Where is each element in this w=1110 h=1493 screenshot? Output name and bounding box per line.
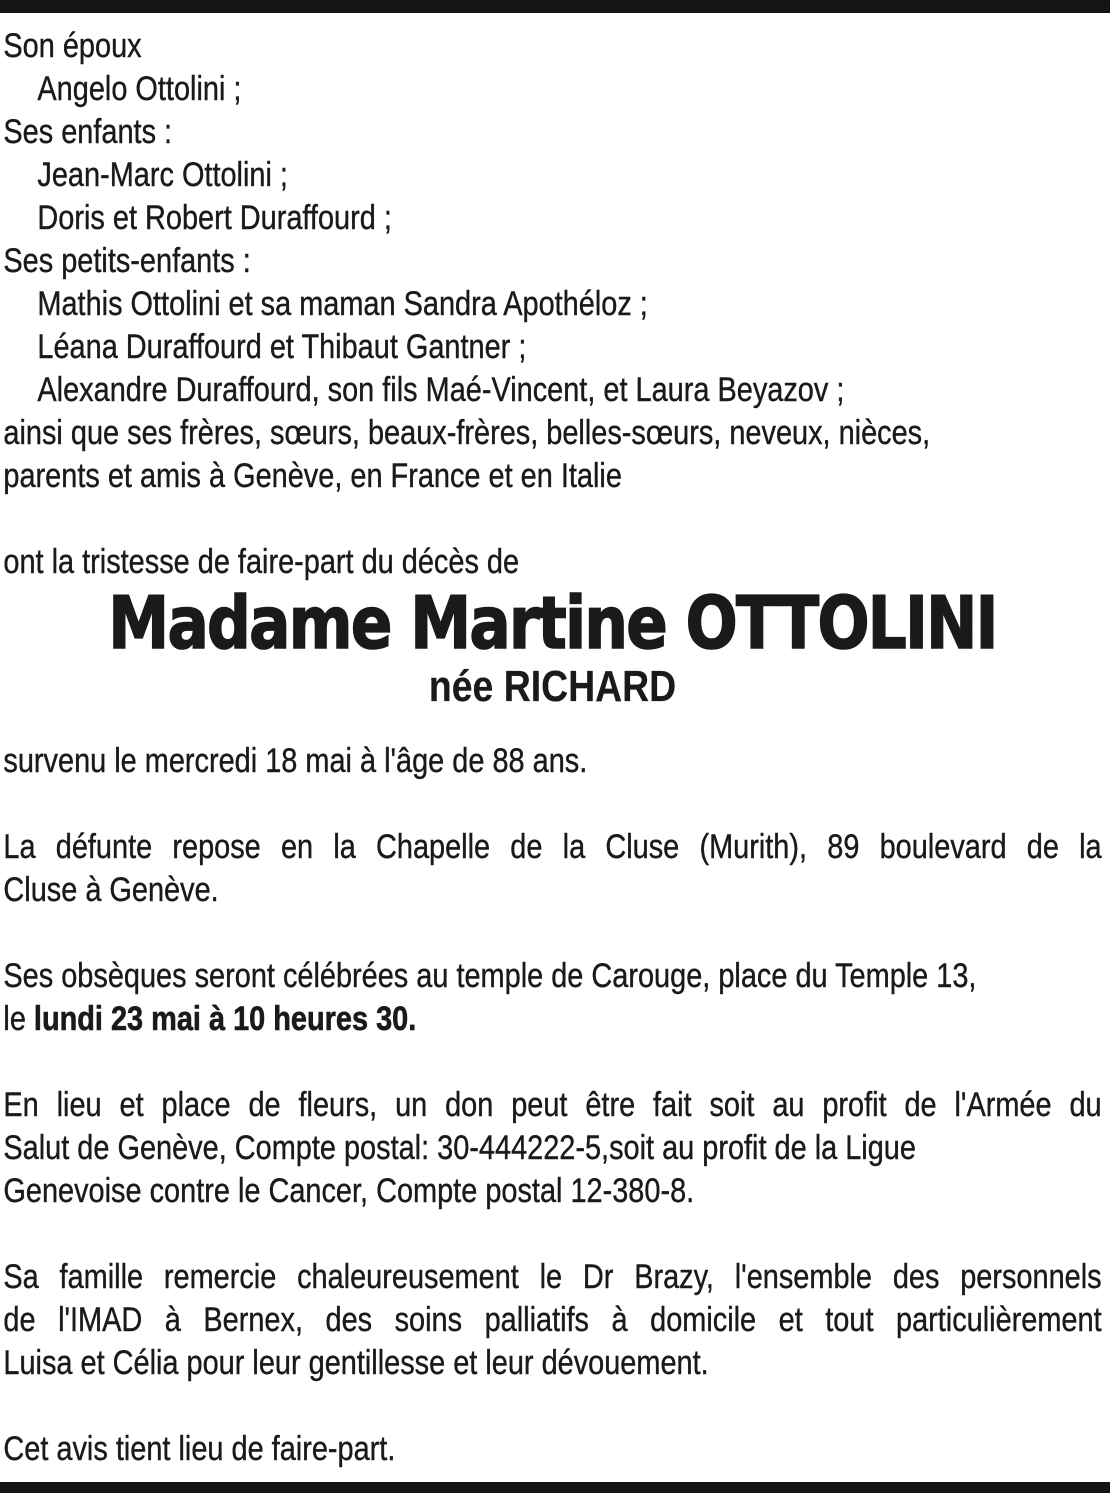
thanks-line: Sa famille remercie chaleureusement le Dr Brazy, l'ensemble des personnels	[3, 1258, 1102, 1296]
family-line: Doris et Robert Duraffourd ;	[37, 199, 392, 237]
family-line: Mathis Ottolini et sa maman Sandra Apothéloz ;	[37, 285, 648, 323]
funeral-line	[3, 998, 1101, 1041]
closing-line	[3, 1428, 1101, 1471]
repose-line: La défunte repose en la Chapelle de la Cluse (Murith), 89 boulevard de la	[3, 828, 1102, 866]
death-date-line: survenu le mercredi 18 mai à l'âge de 88 ans.	[3, 742, 588, 780]
donation-line: Genevoise contre le Cancer, Compte postal 12-380-8.	[3, 1172, 695, 1210]
announcement-line: ont la tristesse de faire-part du décès de	[3, 543, 520, 581]
notice-body	[0, 13, 1110, 1471]
family-line: parents et amis à Genève, en France et en Italie	[3, 457, 622, 495]
thanks-line: de l'IMAD à Bernex, des soins palliatifs à domicile et tout particulièrement	[3, 1301, 1102, 1339]
family-line: Son époux	[3, 27, 142, 65]
bottom-border-rule	[0, 1482, 1110, 1493]
family-list	[3, 25, 1101, 498]
funeral-line-prefix: le	[3, 1000, 34, 1038]
family-line: ainsi que ses frères, sœurs, beaux-frères, belles-sœurs, neveux, nièces,	[3, 414, 931, 452]
family-line: Jean-Marc Ottolini ;	[37, 156, 288, 194]
thanks-paragraph	[3, 1256, 1101, 1385]
funeral-datetime-bold: lundi 23 mai à 10 heures 30.	[33, 1000, 417, 1038]
deceased-name: Madame Martine OTTOLINI	[108, 581, 997, 665]
family-line: Ses petits-enfants :	[3, 242, 251, 280]
funeral-paragraph	[3, 955, 1101, 1041]
top-border-rule	[0, 0, 1110, 13]
maiden-name: née RICHARD	[428, 662, 677, 711]
closing-line-text: Cet avis tient lieu de faire-part.	[3, 1430, 396, 1468]
repose-line: Cluse à Genève.	[3, 871, 219, 909]
family-line: Angelo Ottolini ;	[37, 70, 242, 108]
family-line: Ses enfants :	[3, 113, 173, 151]
family-line: Léana Duraffourd et Thibaut Gantner ;	[37, 328, 527, 366]
funeral-line: Ses obsèques seront célébrées au temple de Carouge, place du Temple 13,	[3, 957, 977, 995]
family-line: Alexandre Duraffourd, son fils Maé-Vincent, et Laura Beyazov ;	[37, 371, 845, 409]
repose-paragraph	[3, 826, 1101, 912]
donation-line: En lieu et place de fleurs, un don peut être fait soit au profit de l'Armée du	[3, 1086, 1102, 1124]
thanks-line: Luisa et Célia pour leur gentillesse et leur dévouement.	[3, 1344, 709, 1382]
donation-paragraph	[3, 1084, 1101, 1213]
donation-line: Salut de Genève, Compte postal: 30-444222-5,soit au profit de la Ligue	[3, 1129, 916, 1167]
